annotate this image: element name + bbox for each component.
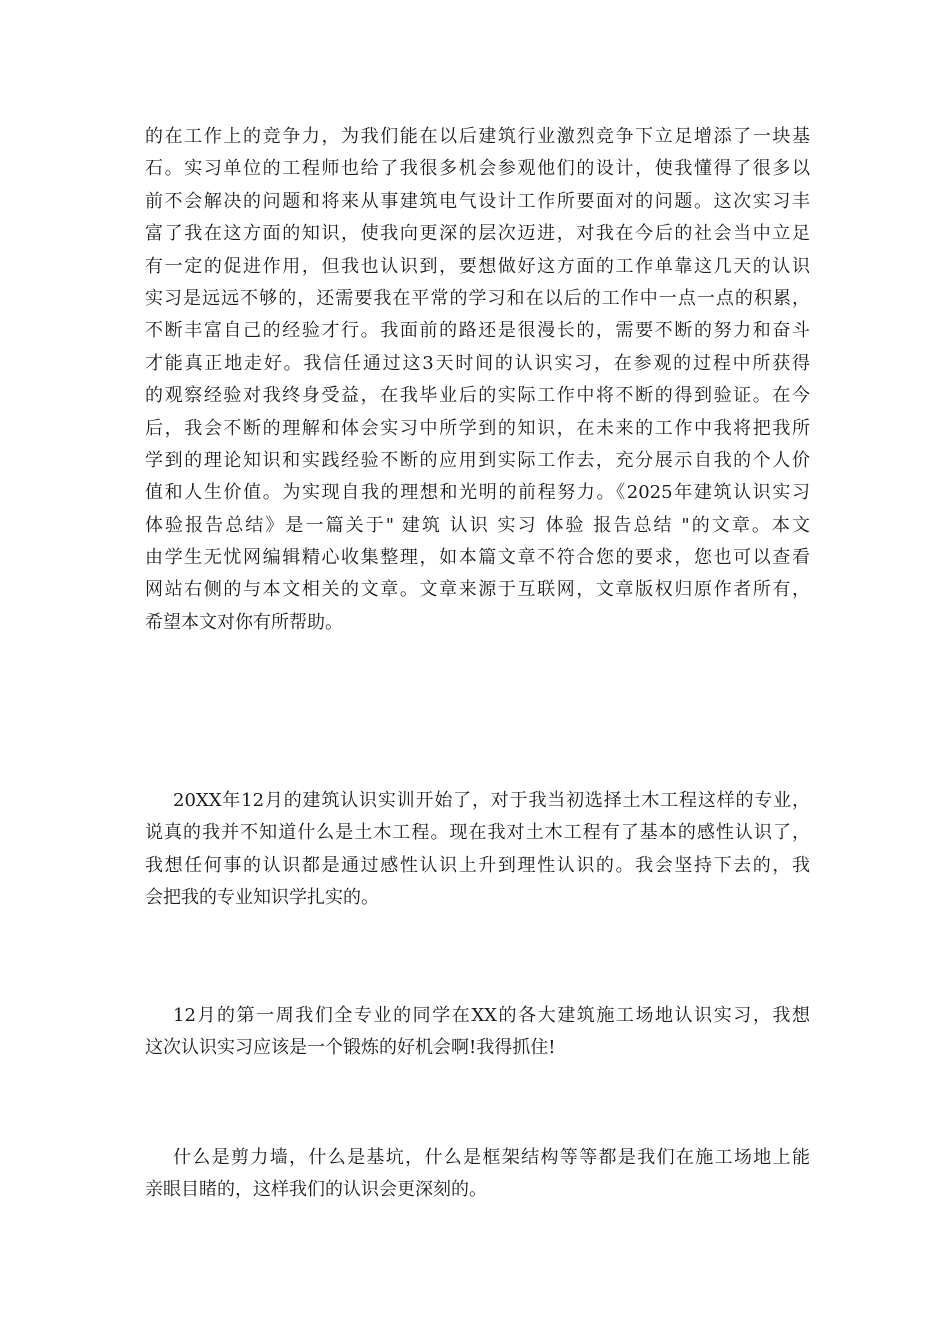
paragraph-line: 前不会解决的问题和将来从事建筑电气设计工作所要面对的问题。这次实习丰 <box>145 190 810 212</box>
paragraph-line: 不断丰富自己的经验才行。我面前的路还是很漫长的，需要不断的努力和奋斗 <box>145 320 810 342</box>
paragraph-line: 后，我会不断的理解和体会实习中所学到的知识，在未来的工作中我将把我所 <box>145 417 810 439</box>
paragraph-line: 20XX年12月的建筑认识实训开始了，对于我当初选择土木工程这样的专业， <box>173 790 810 811</box>
paragraph-line: 这次认识实习应该是一个锻炼的好机会啊!我得抓住! <box>145 1037 556 1059</box>
paragraph-1 <box>145 121 810 639</box>
paragraph-line: 希望本文对你有所帮助。 <box>145 611 343 633</box>
paragraph-line: 才能真正地走好。我信任通过这3天时间的认识实习，在参观的过程中所获得 <box>145 352 810 374</box>
paragraph-line: 的观察经验对我终身受益，在我毕业后的实际工作中将不断的得到验证。在今 <box>145 385 810 407</box>
paragraph-3 <box>145 1000 810 1065</box>
paragraph-4 <box>145 1142 810 1207</box>
paragraph-line: 学到的理论知识和实践经验不断的应用到实际工作去，充分展示自我的个人价 <box>145 449 810 471</box>
paragraph-line: 有一定的促进作用，但我也认识到，要想做好这方面的工作单靠这几天的认识 <box>145 255 810 277</box>
paragraph-line: 实习是远远不够的，还需要我在平常的学习和在以后的工作中一点一点的积累， <box>145 287 810 309</box>
paragraph-line: 网站右侧的与本文相关的文章。文章来源于互联网，文章版权归原作者所有， <box>145 579 810 601</box>
paragraph-line: 体验报告总结》是一篇关于" 建筑 认识 实习 体验 报告总结 "的文章。本文 <box>145 514 810 536</box>
paragraph-line: 12月的第一周我们全专业的同学在XX的各大建筑施工场地认识实习，我想 <box>173 1005 810 1026</box>
paragraph-line: 值和人生价值。为实现自我的理想和光明的前程努力。《2025年建筑认识实习 <box>145 482 810 504</box>
paragraph-2 <box>145 785 810 915</box>
paragraph-line: 说真的我并不知道什么是土木工程。现在我对土木工程有了基本的感性认识了， <box>145 822 810 844</box>
paragraph-line: 我想任何事的认识都是通过感性认识上升到理性认识的。我会坚持下去的，我 <box>145 854 810 876</box>
paragraph-line: 石。实习单位的工程师也给了我很多机会参观他们的设计，使我懂得了很多以 <box>145 158 810 180</box>
paragraph-line: 什么是剪力墙，什么是基坑，什么是框架结构等等都是我们在施工场地上能 <box>173 1147 810 1168</box>
paragraph-line: 由学生无忧网编辑精心收集整理，如本篇文章不符合您的要求，您也可以查看 <box>145 547 810 569</box>
paragraph-line: 亲眼目睹的，这样我们的认识会更深刻的。 <box>145 1179 487 1201</box>
paragraph-line: 会把我的专业知识学扎实的。 <box>145 887 379 909</box>
paragraph-line: 的在工作上的竞争力，为我们能在以后建筑行业激烈竞争下立足增添了一块基 <box>145 126 810 147</box>
paragraph-line: 富了我在这方面的知识，使我向更深的层次迈进，对我在今后的社会当中立足 <box>145 223 810 245</box>
